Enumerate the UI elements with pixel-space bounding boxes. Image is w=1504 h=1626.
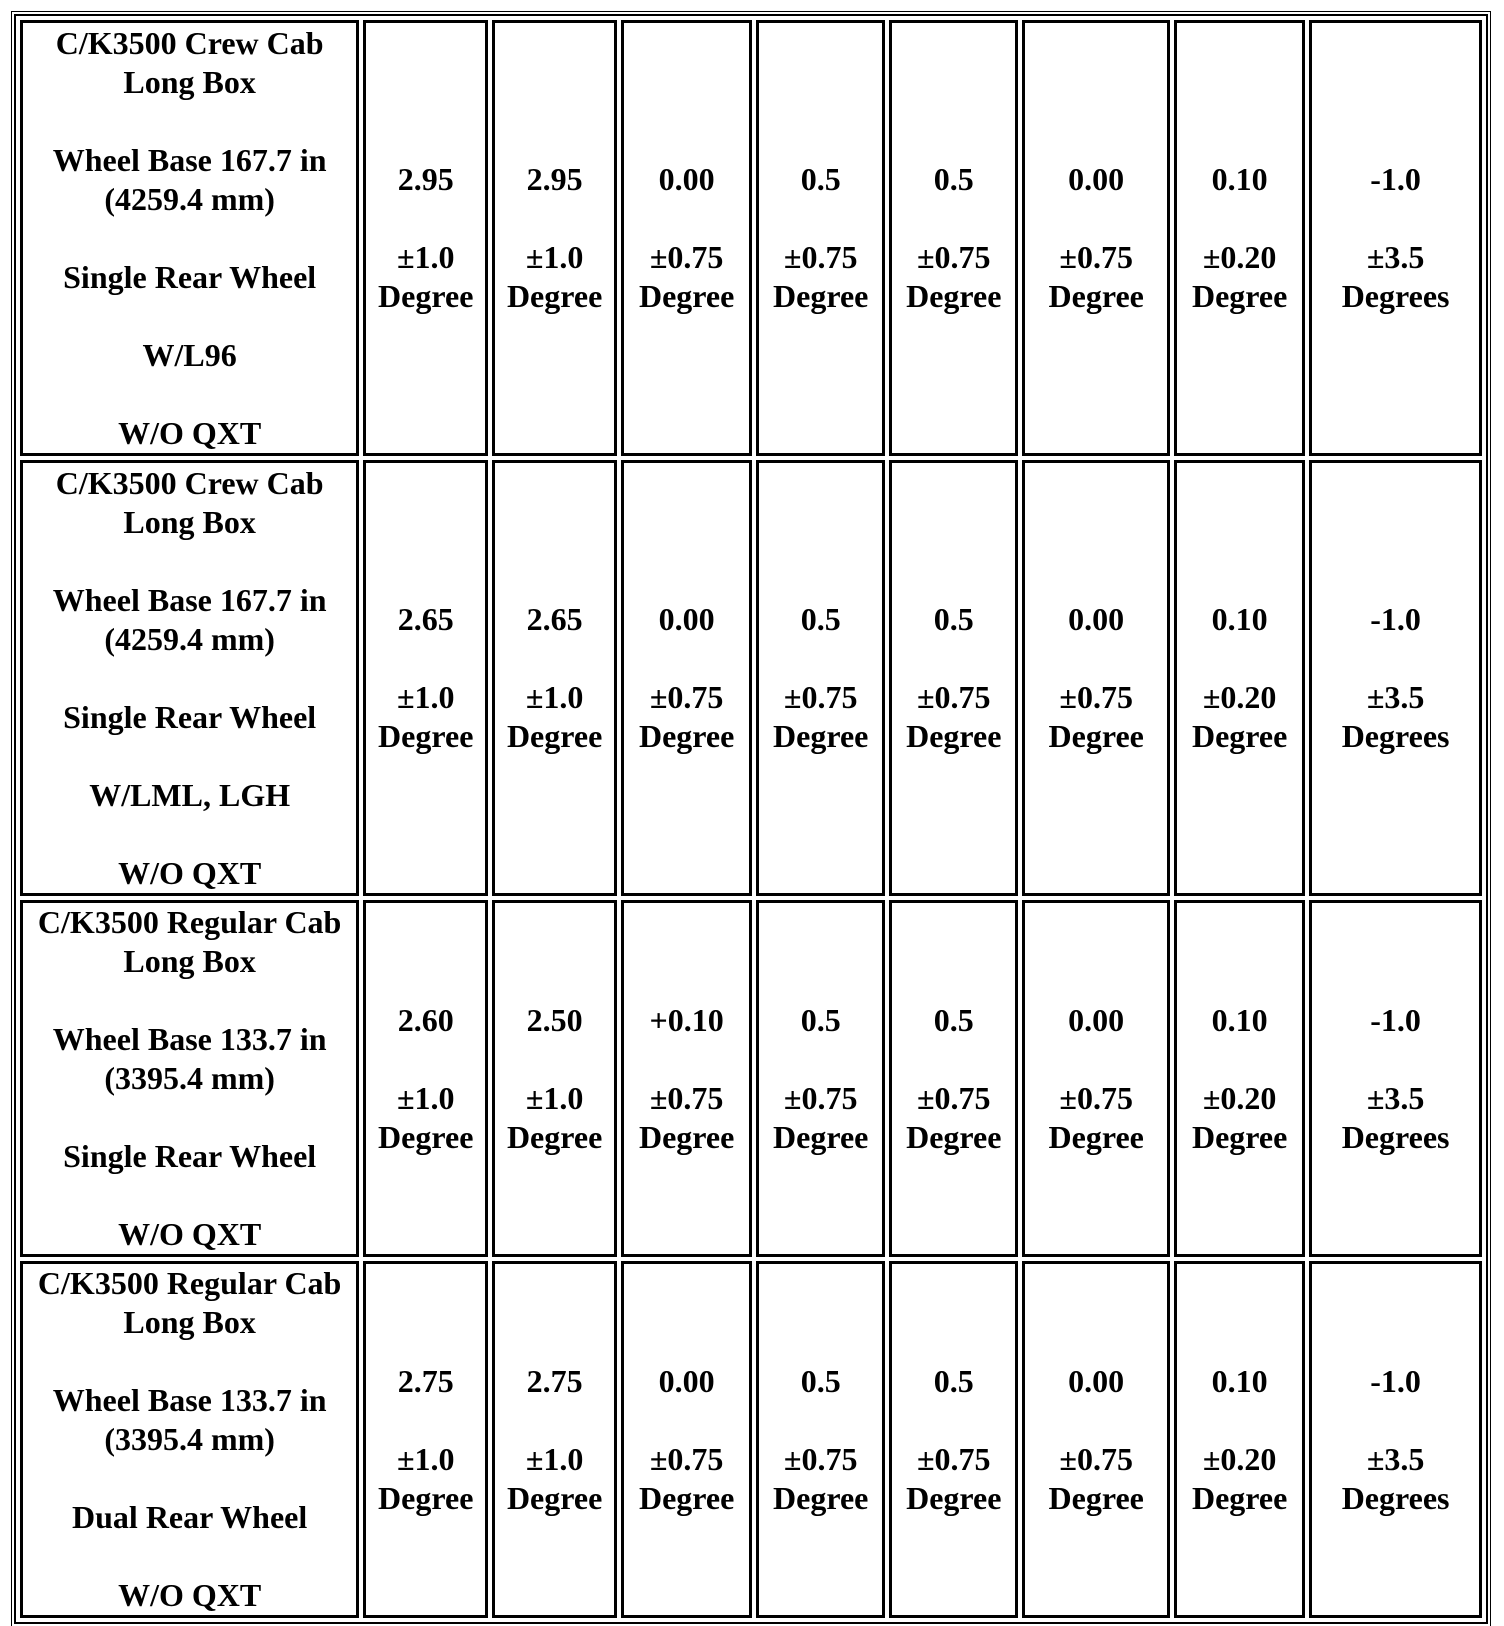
tolerance-value: ±0.75 (783, 1079, 858, 1116)
nominal-value: 0.00 (658, 161, 715, 197)
unit-label: Degree (506, 1479, 603, 1516)
nominal-value: 0.5 (800, 1001, 841, 1038)
model-cell (20, 900, 359, 1257)
value-cell (889, 460, 1018, 896)
value-cell (1022, 900, 1170, 1257)
tolerance-value: ±1.0 (396, 1440, 455, 1477)
nominal-value: 2.60 (397, 1001, 454, 1038)
value-cell (492, 900, 617, 1257)
unit-label: Degree (378, 1479, 474, 1516)
value-cell (1174, 460, 1305, 896)
value-cell (1022, 460, 1170, 896)
unit-label: Degree (906, 278, 1002, 314)
model-cell (20, 20, 359, 456)
model-line: Wheel Base 133.7 in (3395.4 mm) (52, 1021, 327, 1096)
model-line: C/K3500 Crew Cab Long Box (55, 464, 324, 540)
tolerance-value: ±0.20 (1202, 1079, 1277, 1116)
nominal-value: 2.95 (397, 161, 454, 197)
value-cell (1174, 1261, 1305, 1618)
value-cell (492, 1261, 617, 1618)
tolerance-value: ±0.75 (1059, 1079, 1133, 1116)
tolerance-value: ±0.75 (916, 679, 991, 715)
nominal-value: 0.00 (658, 601, 715, 637)
unit-label: Degree (506, 718, 603, 754)
tolerance-value: ±0.75 (1059, 239, 1133, 275)
value-cell (1309, 460, 1482, 896)
value-cell (363, 460, 488, 896)
value-cell (1022, 1261, 1170, 1618)
model-cell (20, 460, 359, 896)
unit-label: Degree (773, 278, 869, 314)
value-cell (1174, 900, 1305, 1257)
nominal-value: -1.0 (1370, 1362, 1421, 1399)
tolerance-value: ±3.5 (1366, 679, 1425, 715)
model-line: C/K3500 Regular Cab Long Box (37, 904, 342, 979)
model-line: W/O QXT (118, 854, 262, 891)
unit-label: Degrees (1341, 278, 1450, 314)
tolerance-value: ±0.75 (649, 1079, 724, 1116)
model-line: W/O QXT (118, 1216, 262, 1252)
unit-label: Degree (506, 1118, 603, 1155)
model-line: Wheel Base 167.7 in (4259.4 mm) (52, 141, 327, 217)
model-line: W/LML, LGH (89, 776, 291, 813)
tolerance-value: ±0.75 (783, 679, 858, 715)
nominal-value: 2.75 (526, 1362, 583, 1399)
model-line: Single Rear Wheel (63, 1138, 317, 1174)
tolerance-value: ±1.0 (396, 239, 455, 275)
unit-label: Degree (1048, 1479, 1144, 1516)
model-line: Wheel Base 167.7 in (4259.4 mm) (52, 581, 327, 657)
value-cell (1022, 20, 1170, 456)
value-cell (889, 20, 1018, 456)
unit-label: Degree (906, 1118, 1002, 1155)
nominal-value: 0.10 (1211, 1001, 1268, 1038)
nominal-value: 0.10 (1211, 161, 1268, 197)
value-cell (756, 900, 885, 1257)
tolerance-value: ±1.0 (525, 1440, 584, 1477)
value-cell (621, 20, 752, 456)
nominal-value: 0.5 (800, 161, 841, 197)
nominal-value: 0.5 (933, 1362, 974, 1399)
value-cell (621, 900, 752, 1257)
alignment-spec-table (14, 14, 1488, 1624)
model-line: Dual Rear Wheel (72, 1499, 308, 1535)
nominal-value: 2.95 (526, 161, 583, 197)
model-line: W/O QXT (118, 1577, 262, 1613)
nominal-value: 0.00 (658, 1362, 715, 1399)
tolerance-value: ±0.75 (916, 1440, 991, 1477)
tolerance-value: ±0.75 (916, 1079, 991, 1116)
value-cell (621, 460, 752, 896)
model-line: C/K3500 Crew Cab Long Box (55, 24, 324, 100)
tolerance-value: ±1.0 (396, 679, 455, 715)
model-line: Single Rear Wheel (63, 698, 317, 735)
nominal-value: 0.10 (1211, 601, 1268, 637)
tolerance-value: ±0.75 (649, 239, 724, 275)
tolerance-value: ±0.75 (1059, 1440, 1133, 1477)
nominal-value: 2.75 (397, 1362, 454, 1399)
tolerance-value: ±0.75 (649, 1440, 724, 1477)
nominal-value: -1.0 (1370, 1001, 1421, 1038)
nominal-value: 2.65 (526, 601, 583, 637)
unit-label: Degrees (1341, 1118, 1450, 1155)
tolerance-value: ±0.75 (1059, 679, 1133, 715)
tolerance-value: ±0.75 (916, 239, 991, 275)
unit-label: Degree (1048, 278, 1144, 314)
unit-label: Degree (638, 278, 735, 314)
value-cell (492, 20, 617, 456)
tolerance-value: ±0.20 (1202, 239, 1277, 275)
value-cell (363, 900, 488, 1257)
unit-label: Degree (506, 278, 603, 314)
nominal-value: 0.10 (1211, 1362, 1268, 1399)
value-cell (756, 20, 885, 456)
table-row (20, 460, 1482, 896)
tolerance-value: ±3.5 (1366, 239, 1425, 275)
tolerance-value: ±0.75 (783, 1440, 858, 1477)
nominal-value: 0.5 (933, 601, 974, 637)
unit-label: Degrees (1341, 1479, 1450, 1516)
value-cell (889, 1261, 1018, 1618)
unit-label: Degree (638, 1479, 735, 1516)
nominal-value: 0.00 (1068, 1001, 1125, 1038)
unit-label: Degree (1191, 1118, 1288, 1155)
tolerance-value: ±1.0 (525, 679, 584, 715)
table-row (20, 1261, 1482, 1618)
unit-label: Degree (638, 1118, 735, 1155)
table-row (20, 900, 1482, 1257)
tolerance-value: ±3.5 (1366, 1440, 1425, 1477)
tolerance-value: ±0.75 (649, 679, 724, 715)
unit-label: Degree (773, 1479, 869, 1516)
unit-label: Degree (378, 1118, 474, 1155)
tolerance-value: ±0.20 (1202, 679, 1277, 715)
unit-label: Degree (773, 1118, 869, 1155)
unit-label: Degree (1048, 718, 1144, 754)
tolerance-value: ±1.0 (396, 1079, 455, 1116)
table-row (20, 20, 1482, 456)
nominal-value: -1.0 (1370, 161, 1421, 197)
nominal-value: -1.0 (1370, 601, 1421, 637)
model-cell (20, 1261, 359, 1618)
tolerance-value: ±0.75 (783, 239, 858, 275)
tolerance-value: ±1.0 (525, 1079, 584, 1116)
unit-label: Degrees (1341, 718, 1450, 754)
value-cell (363, 1261, 488, 1618)
nominal-value: 2.50 (526, 1001, 583, 1038)
unit-label: Degree (1191, 1479, 1288, 1516)
value-cell (492, 460, 617, 896)
value-cell (756, 460, 885, 896)
value-cell (1174, 20, 1305, 456)
nominal-value: +0.10 (649, 1001, 724, 1038)
unit-label: Degree (906, 1479, 1002, 1516)
model-line: C/K3500 Regular Cab Long Box (37, 1265, 342, 1340)
tolerance-value: ±1.0 (525, 239, 584, 275)
unit-label: Degree (638, 718, 735, 754)
model-line: Wheel Base 133.7 in (3395.4 mm) (52, 1382, 327, 1457)
value-cell (756, 1261, 885, 1618)
value-cell (363, 20, 488, 456)
value-cell (621, 1261, 752, 1618)
value-cell (1309, 20, 1482, 456)
value-cell (1309, 1261, 1482, 1618)
nominal-value: 0.5 (933, 1001, 974, 1038)
value-cell (889, 900, 1018, 1257)
model-line: W/L96 (142, 336, 237, 373)
tolerance-value: ±0.20 (1202, 1440, 1277, 1477)
nominal-value: 0.5 (933, 161, 974, 197)
nominal-value: 0.5 (800, 601, 841, 637)
value-cell (1309, 900, 1482, 1257)
model-line: W/O QXT (118, 414, 262, 451)
unit-label: Degree (378, 278, 474, 314)
model-line: Single Rear Wheel (63, 258, 317, 295)
nominal-value: 0.00 (1068, 161, 1125, 197)
unit-label: Degree (1191, 278, 1288, 314)
unit-label: Degree (1191, 718, 1288, 754)
unit-label: Degree (1048, 1118, 1144, 1155)
unit-label: Degree (773, 718, 869, 754)
nominal-value: 0.00 (1068, 601, 1125, 637)
nominal-value: 0.00 (1068, 1362, 1125, 1399)
nominal-value: 0.5 (800, 1362, 841, 1399)
nominal-value: 2.65 (397, 601, 454, 637)
unit-label: Degree (906, 718, 1002, 754)
tolerance-value: ±3.5 (1366, 1079, 1425, 1116)
unit-label: Degree (378, 718, 474, 754)
